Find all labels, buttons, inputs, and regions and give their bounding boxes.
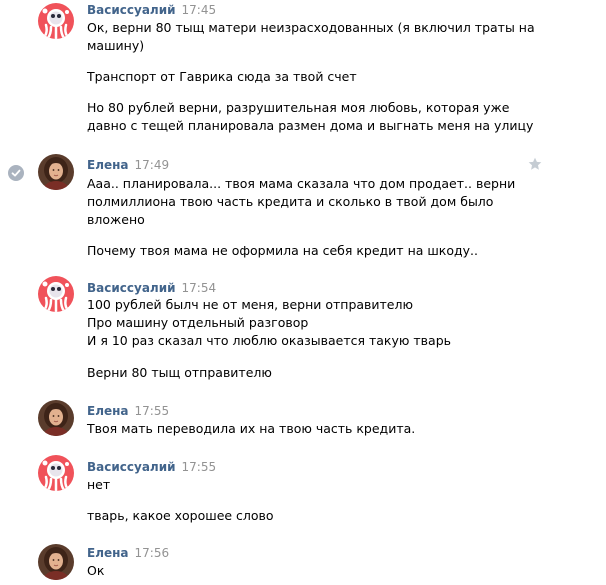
octopus-avatar[interactable]	[38, 276, 74, 312]
message-paragraph	[87, 242, 527, 260]
message-paragraph	[87, 507, 527, 525]
octopus-avatar[interactable]	[38, 455, 74, 491]
message-paragraph	[87, 476, 527, 494]
message-text: Транспорт от Гаврика сюда за твой счет	[87, 69, 357, 84]
message-text: тварь, какое хорошее слово	[87, 508, 274, 523]
author-name[interactable]: Васиссуалий	[87, 281, 176, 295]
message-paragraph	[87, 175, 527, 229]
message-paragraph	[87, 68, 527, 86]
author-name[interactable]: Елена	[87, 158, 129, 172]
message-text: Про машину отдельный разговор	[87, 315, 309, 330]
message-header	[87, 156, 169, 172]
message-item	[0, 538, 606, 585]
message-text: Но 80 рублей верни, разрушительная моя любовь, которая уже	[87, 100, 510, 115]
message-item	[0, 396, 606, 446]
author-name[interactable]: Васиссуалий	[87, 3, 176, 17]
message-item	[0, 452, 606, 532]
message-paragraph	[87, 364, 527, 382]
message-header	[87, 279, 216, 295]
message-text: Ок, верни 80 тыщ матери неизрасходованных (я включил траты на	[87, 20, 535, 35]
message-paragraph	[87, 19, 535, 55]
message-text: 100 рублей былч не от меня, верни отправителю	[87, 297, 414, 312]
author-name[interactable]: Васиссуалий	[87, 460, 176, 474]
author-name[interactable]: Елена	[87, 404, 129, 418]
message-time[interactable]: 17:55	[134, 404, 170, 418]
octopus-avatar[interactable]	[38, 3, 74, 39]
message-text: полмиллиона твою часть кредита и сколько в твой дом было	[87, 194, 494, 209]
message-text: Верни 80 тыщ отправителю	[87, 365, 272, 380]
message-header	[87, 458, 216, 474]
message-text: Ааа.. планировала... твоя мама сказала что дом продает.. верни	[87, 176, 516, 191]
woman-avatar[interactable]	[38, 544, 74, 580]
message-text: Ок	[87, 563, 105, 578]
star-icon[interactable]	[528, 157, 542, 171]
message-item	[0, 150, 606, 268]
woman-avatar[interactable]	[38, 154, 74, 190]
message-header	[87, 1, 216, 17]
message-text: вложено	[87, 212, 145, 227]
message-header	[87, 402, 169, 418]
message-item	[0, 0, 606, 145]
message-paragraph	[87, 420, 527, 438]
message-paragraph	[87, 296, 527, 350]
message-text: Почему твоя мама не оформила на себя кредит на шкоду..	[87, 243, 478, 258]
message-text: нет	[87, 477, 111, 492]
check-circle-icon	[8, 165, 24, 181]
message-paragraph	[87, 99, 534, 135]
message-text: давно с тещей планировала размен дома и выгнать меня на улицу	[87, 118, 534, 133]
message-paragraph	[87, 562, 527, 580]
author-name[interactable]: Елена	[87, 546, 129, 560]
message-item	[0, 272, 606, 390]
message-time[interactable]: 17:45	[181, 3, 217, 17]
message-time[interactable]: 17:55	[181, 460, 217, 474]
message-text: Твоя мать переводила их на твою часть кредита.	[87, 421, 416, 436]
message-text: И я 10 раз сказал что люблю оказывается такую тварь	[87, 333, 451, 348]
message-header	[87, 544, 169, 560]
woman-avatar[interactable]	[38, 400, 74, 436]
message-time[interactable]: 17:49	[134, 158, 170, 172]
message-text: машину)	[87, 38, 145, 53]
message-time[interactable]: 17:54	[181, 281, 217, 295]
message-time[interactable]: 17:56	[134, 546, 170, 560]
